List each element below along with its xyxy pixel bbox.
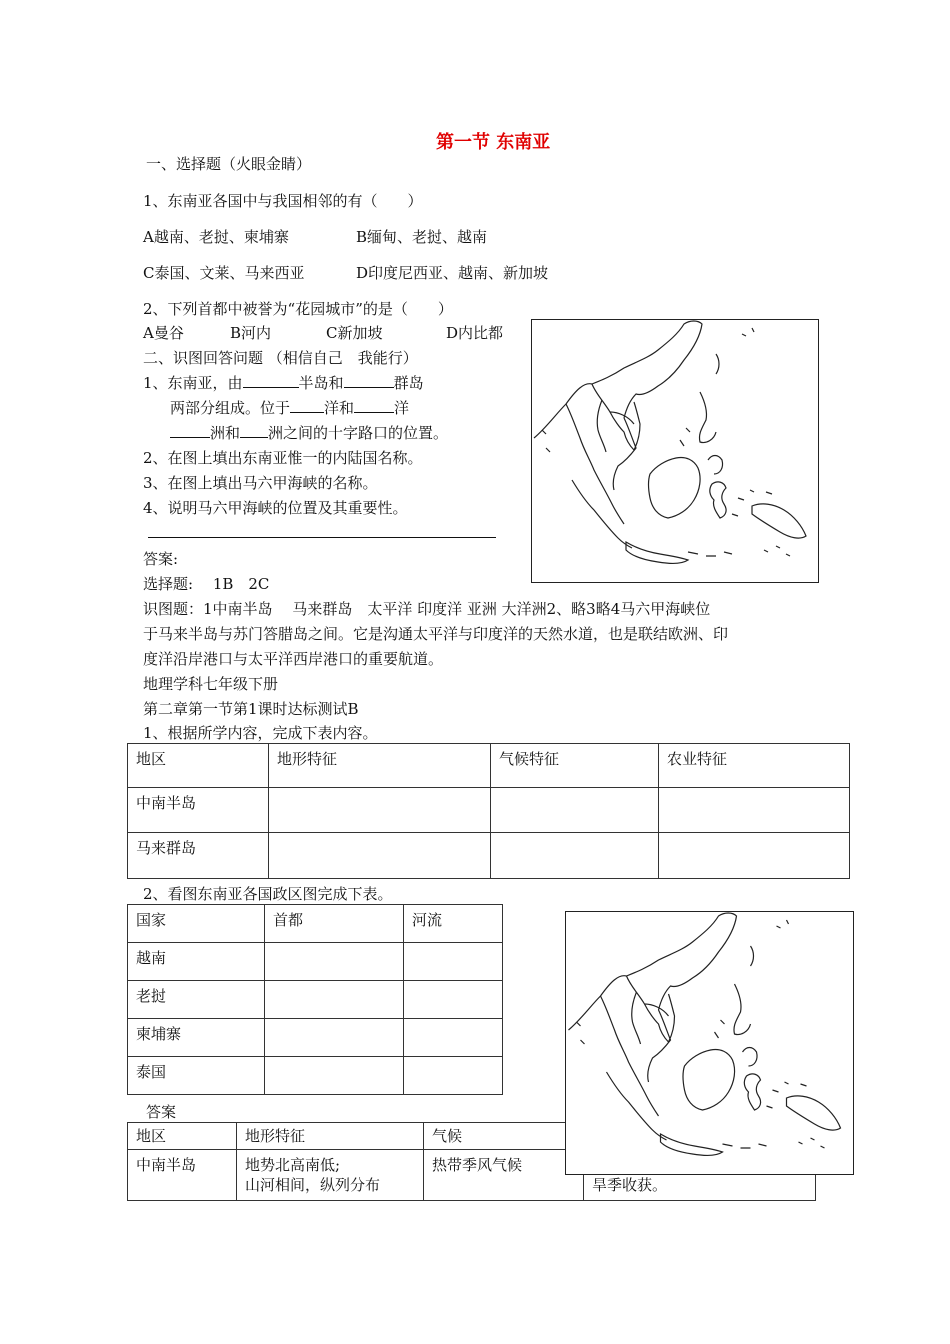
- answer-blank[interactable]: [243, 373, 299, 388]
- southeast-asia-map: [531, 319, 819, 583]
- text-fragment: 半岛和: [298, 374, 344, 392]
- q1-option-c: C泰国、文莱、马来西亚: [143, 264, 305, 282]
- table-row: [128, 1057, 503, 1095]
- table-cell: 热带季风气候: [424, 1150, 584, 1201]
- q2-option-a: A曼谷: [143, 324, 184, 342]
- table-cell: 马来群岛: [128, 833, 269, 879]
- terrain-line: 山河相间，纵列分布: [245, 1176, 381, 1194]
- table-cell[interactable]: [269, 788, 491, 833]
- section2-q3: 3、在图上填出马六甲海峡的名称。: [143, 474, 378, 492]
- q2-option-b: B河内: [230, 324, 272, 342]
- part-b-answer-label: 答案: [146, 1103, 177, 1121]
- table-header-cell: 地区: [128, 1123, 237, 1150]
- answers-choice: 选择题: 1B 2C: [143, 575, 270, 593]
- answers-label: 答案:: [143, 550, 179, 568]
- section2-q1-line1: [143, 372, 424, 393]
- part-b-q2: 2、看图东南亚各国政区图完成下表。: [143, 885, 393, 903]
- table-cell: 越南: [128, 943, 265, 981]
- table-row: [128, 981, 503, 1019]
- table-header-cell: 农业特征: [659, 744, 850, 788]
- table-cell: 老挝: [128, 981, 265, 1019]
- answer-line[interactable]: [148, 537, 496, 538]
- answers-map-line3: 度洋沿岸港口与太平洋西岸港口的重要航道。: [143, 650, 444, 668]
- table-header-cell: 地形特征: [269, 744, 491, 788]
- table-cell[interactable]: [404, 981, 503, 1019]
- section1-heading: 一、选择题（火眼金睛）: [146, 155, 312, 173]
- subject-line: 地理学科七年级下册: [143, 675, 279, 693]
- table-row: [128, 1019, 503, 1057]
- table-cell: [237, 1150, 424, 1201]
- southeast-asia-political-map: [565, 911, 854, 1175]
- table-header-cell: 地形特征: [237, 1123, 424, 1150]
- table-cell[interactable]: [491, 788, 659, 833]
- table-cell: 柬埔寨: [128, 1019, 265, 1057]
- table-features: [127, 743, 850, 879]
- table-header-cell: 气候特征: [491, 744, 659, 788]
- answer-blank[interactable]: [290, 398, 324, 413]
- table-cell[interactable]: [404, 943, 503, 981]
- q2-option-d: D内比都: [446, 324, 504, 342]
- question-2: 2、下列首都中被誉为“花园城市”的是（ ）: [143, 300, 453, 318]
- table-header-cell: 气候: [424, 1123, 584, 1150]
- answer-blank[interactable]: [170, 423, 210, 438]
- table-cell: 旱季收获。: [584, 1150, 816, 1201]
- table-cell[interactable]: [265, 943, 404, 981]
- table-cell: 泰国: [128, 1057, 265, 1095]
- table-countries: [127, 904, 503, 1095]
- table-header-cell: 地区: [128, 744, 269, 788]
- q1-option-b: B缅甸、老挝、越南: [356, 228, 488, 246]
- part-b-q1: 1、根据所学内容，完成下表内容。: [143, 724, 378, 742]
- table-cell[interactable]: [491, 833, 659, 879]
- text-fragment: 两部分组成。位于: [170, 399, 291, 417]
- table-row: [128, 788, 850, 833]
- table-cell[interactable]: [659, 788, 850, 833]
- table-cell[interactable]: [404, 1019, 503, 1057]
- table-header-row: [128, 744, 850, 788]
- table-cell[interactable]: [265, 1057, 404, 1095]
- text-fragment: 洋: [394, 399, 410, 417]
- question-1: 1、东南亚各国中与我国相邻的有（ ）: [143, 192, 423, 210]
- page-title: 第一节 东南亚: [436, 132, 551, 153]
- section2-q1-line3: [170, 422, 448, 443]
- answer-blank[interactable]: [344, 373, 394, 388]
- text-fragment: 群岛: [393, 374, 424, 392]
- table-cell: 中南半岛: [128, 1150, 237, 1201]
- answers-map-line2: 于马来半岛与苏门答腊岛之间。它是沟通太平洋与印度洋的天然水道，也是联结欧洲、印: [143, 625, 729, 643]
- table-cell[interactable]: [269, 833, 491, 879]
- section2-heading: 二、识图回答问题 （相信自己 我能行）: [143, 349, 418, 367]
- section2-q2: 2、在图上填出东南亚惟一的内陆国名称。: [143, 449, 423, 467]
- answers-map-line1: 识图题：1中南半岛 马来群岛 太平洋 印度洋 亚洲 大洋洲2、略3略4马六甲海峡位: [143, 600, 711, 618]
- text-fragment: 洋和: [324, 399, 355, 417]
- table-cell[interactable]: [404, 1057, 503, 1095]
- table-row: [128, 943, 503, 981]
- test-title: 第二章第一节第1课时达标测试B: [143, 700, 359, 718]
- table-cell[interactable]: [265, 1019, 404, 1057]
- answer-blank[interactable]: [354, 398, 394, 413]
- q1-option-d: D印度尼西亚、越南、新加坡: [356, 264, 549, 282]
- table-header-cell: 国家: [128, 905, 265, 943]
- table-header-row: [128, 905, 503, 943]
- text-fragment: 洲之间的十字路口的位置。: [268, 424, 449, 442]
- terrain-line: 地势北高南低;: [245, 1156, 341, 1174]
- table-header-cell: 河流: [404, 905, 503, 943]
- table-header-cell: 首都: [265, 905, 404, 943]
- answer-blank[interactable]: [240, 423, 268, 438]
- text-fragment: 洲和: [210, 424, 241, 442]
- q2-option-c: C新加坡: [326, 324, 383, 342]
- table-cell[interactable]: [265, 981, 404, 1019]
- q1-option-a: A越南、老挝、柬埔寨: [143, 228, 289, 246]
- text-fragment: 1、东南亚，由: [143, 374, 243, 392]
- section2-q1-line2: [170, 397, 409, 418]
- table-cell: 中南半岛: [128, 788, 269, 833]
- table-cell[interactable]: [659, 833, 850, 879]
- section2-q4: 4、说明马六甲海峡的位置及其重要性。: [143, 499, 408, 517]
- table-row: [128, 833, 850, 879]
